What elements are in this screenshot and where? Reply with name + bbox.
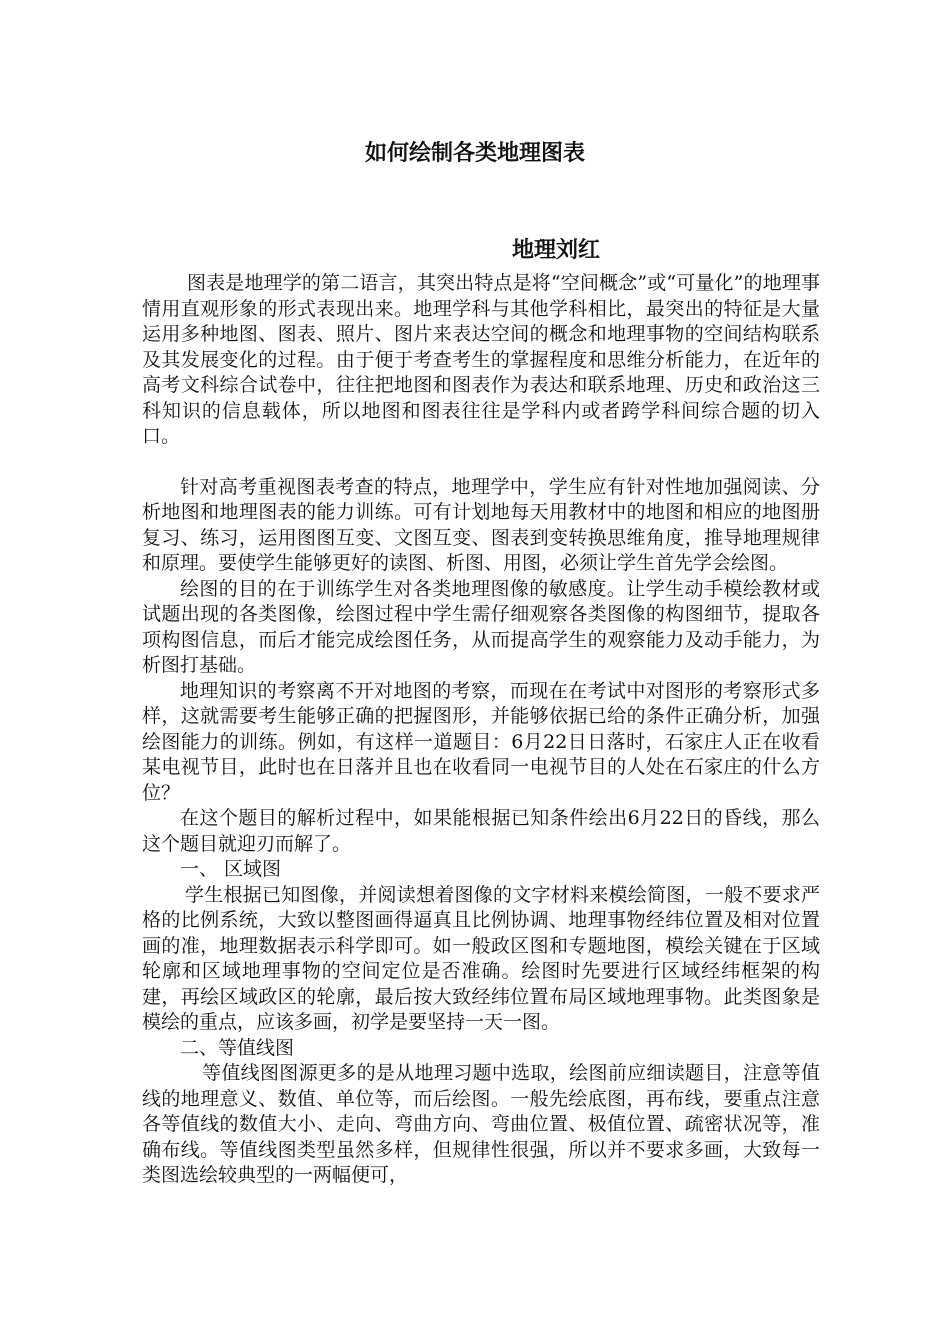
paragraph-regional-map: 学生根据已知图像，并阅读想着图像的文字材料来模绘简图，一般不要求严格的比例系统，大致以整图画得逼真且比例协调、地理事物经纬位置及相对位置画的准，地理数据表示科学即可。如一般政区图和专题地图，模绘关键在于区域轮廓和区域地理事物的空间定位是否准确。绘图时先要进行区域经纬框架的构建，再绘区域政区的轮廓，最后按大致经纬位置布局区域地理事物。此类图象是模绘的重点，应该多画，初学是要坚持一天一图。 — [142, 883, 820, 1033]
paragraph-intro: 图表是地理学的第二语言，其突出特点是将“空间概念”或“可量化”的地理事情用直观形象的形式表现出来。地理学科与其他学科相比，最突出的特征是大量运用多种地图、图表、照片、图片来表达空间的概念和地理事物的空间结构联系及其发展变化的过程。由于便于考查考生的掌握程度和思维分析能力，在近年的高考文科综合试卷中，往往把地图和图表作为表达和联系地理、历史和政治这三科知识的信息载体，所以地图和图表往往是学科内或者跨学科间综合题的切入口。 — [142, 272, 820, 447]
paragraph-exam-example: 地理知识的考察离不开对地图的考察，而现在在考试中对图形的考察形式多样，这就需要考生能够正确的把握图形，并能够依据已给的条件正确分析，加强绘图能力的训练。例如，有这样一道题目：6月22日日落时，石家庄人正在收看某电视节目，此时也在日落并且也在收看同一电视节目的人处在石家庄的什么方位？ — [142, 679, 820, 804]
document-author: 地理刘红 — [512, 237, 601, 263]
section-heading-regional-map: 一、 区域图 — [180, 858, 282, 880]
paragraph-exam-focus: 针对高考重视图表考查的特点，地理学中，学生应有针对性地加强阅读、分析地图和地理图表的能力训练。可有计划地每天用教材中的地图和相应的地图册复习、练习，运用图图互变、文图互变、图表到变转换思维角度，推导地理规律和原理。要使学生能够更好的读图、析图、用图，必须让学生首先学会绘图。 — [142, 475, 820, 574]
document-body — [142, 271, 820, 1189]
paragraph-isoline-map: 等值线图图源更多的是从地理习题中选取，绘图前应细读题目，注意等值线的地理意义、数值、单位等，而后绘图。一般先绘底图，再布线，要重点注意各等值线的数值大小、走向、弯曲方向、弯曲位置、极值位置、疏密状况等，准确布线。等值线图类型虽然多样，但规律性很强，所以并不要求多画，大致每一类图选绘较典型的一两幅便可， — [142, 1062, 820, 1186]
section-heading-isoline-map: 二、等值线图 — [180, 1036, 295, 1059]
paragraph-solution: 在这个题目的解析过程中，如果能根据已知条件绘出6月22日的昏线，那么这个题目就迎刃而解了。 — [142, 807, 820, 855]
document-title: 如何绘制各类地理图表 — [364, 140, 585, 166]
paragraph-drawing-purpose: 绘图的目的在于训练学生对各类地理图像的敏感度。让学生动手模绘教材或试题出现的各类图像，绘图过程中学生需仔细观察各类图像的构图细节，提取各项构图信息，而后才能完成绘图任务，从而提高学生的观察能力及动手能力，为析图打基础。 — [142, 577, 820, 676]
paragraph-spacer — [142, 450, 820, 475]
